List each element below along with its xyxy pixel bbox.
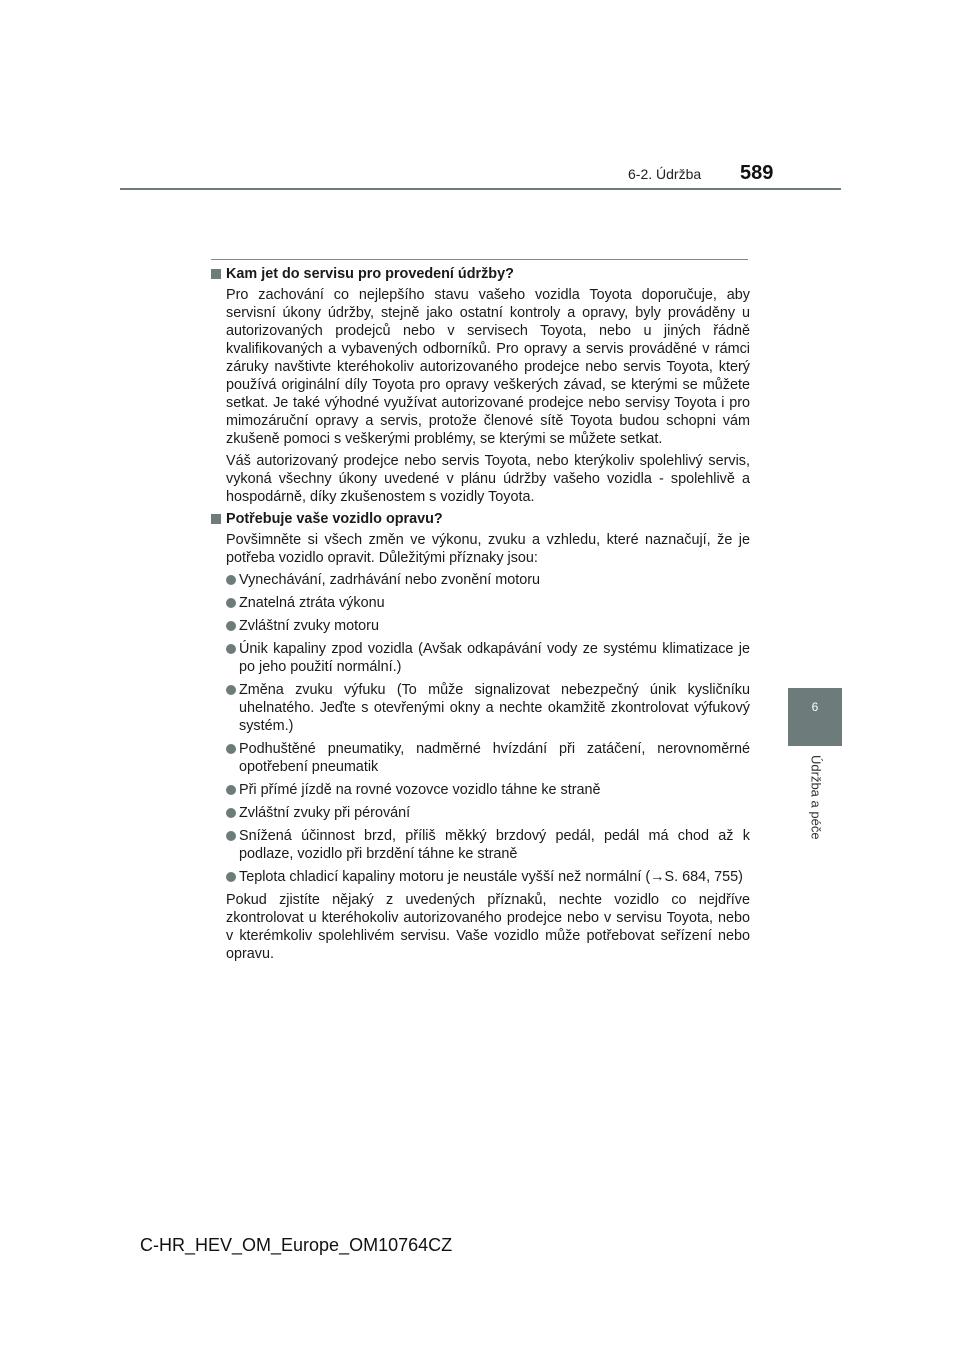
round-bullet-icon [226, 744, 236, 754]
header-divider [120, 188, 841, 190]
section-heading [210, 265, 750, 284]
section-repair-needed [210, 510, 750, 963]
list-item-text: Znatelná ztráta výkonu [239, 595, 385, 611]
page-number: 589 [740, 162, 774, 184]
round-bullet-icon [226, 831, 236, 841]
square-bullet-icon [211, 269, 221, 279]
list-item-text: Snížená účinnost brzd, příliš měkký brzdový pedál, pedál má chod až k podlaze, vozidlo při brzdění táhne ke straně [239, 828, 750, 862]
chapter-label [808, 755, 824, 855]
list-item-text: Zvláštní zvuky při pérování [239, 805, 411, 821]
paragraph: Váš autorizovaný prodejce nebo servis Toyota, nebo kterýkoliv spolehlivý servis, vykoná všechny úkony uvedené v plánu údržby vašeho vozidla - spolehlivě a hospodárně, díky zkušenostem s vozidly Toyota. [226, 453, 750, 505]
main-content [210, 265, 750, 967]
round-bullet-icon [226, 808, 236, 818]
section-heading [210, 510, 750, 529]
list-item [226, 681, 750, 735]
list-item [226, 740, 750, 776]
list-item [226, 640, 750, 676]
list-item-text: Při přímé jízdě na rovné vozovce vozidlo táhne ke straně [239, 782, 601, 798]
list-item-text: Teplota chladicí kapaliny motoru je neustále vyšší než normální (→S. 684, 755) [239, 869, 743, 885]
list-item [226, 594, 750, 612]
round-bullet-icon [226, 644, 236, 654]
list-item-text: Vynechávání, zadrhávání nebo zvonění motoru [239, 572, 541, 588]
list-item [226, 868, 750, 886]
list-item-text: Změna zvuku výfuku (To může signalizovat nebezpečný únik kysličníku uhelnatého. Jeďte s otevřenými okny a nechte okamžitě zkontrolovat výfukový systém.) [239, 682, 750, 734]
document-code: C-HR_HEV_OM_Europe_OM10764CZ [140, 1235, 453, 1255]
round-bullet-icon [226, 598, 236, 608]
chapter-number: 6 [811, 700, 819, 714]
round-bullet-icon [226, 685, 236, 695]
list-item-text: Podhuštěné pneumatiky, nadměrné hvízdání při zatáčení, nerovnoměrné opotřebení pneumatik [239, 741, 750, 775]
paragraph: Pro zachování co nejlepšího stavu vašeho vozidla Toyota doporučuje, aby servisní úkony údržby, stejně jako ostatní kontroly a opravy, byly prováděny u autorizovaných prodejců nebo v servisech Toyota, nebo u jiných řádně kvalifikovaných a vybavených odborníků. Pro opravy a servis prováděné v rámci záruky navštivte kteréhokoliv autorizovaného prodejce nebo servis Toyota, který používá originální díly Toyota pro opravy veškerých závad, se kterými se můžete setkat. Je také výhodné využívat autorizované prodejce nebo servisy Toyota i pro mimozáruční opravy a servis, protože členové sítě Toyota budou schopni vám zkušeně pomoci s veškerými problémy, se kterými se můžete setkat. [226, 287, 750, 447]
square-bullet-icon [211, 514, 221, 524]
list-item-text: Zvláštní zvuky motoru [239, 618, 379, 634]
round-bullet-icon [226, 785, 236, 795]
section-heading-text: Kam jet do servisu pro provedení údržby? [226, 266, 514, 282]
round-bullet-icon [226, 621, 236, 631]
paragraph: Pokud zjistíte nějaký z uvedených příznaků, nechte vozidlo co nejdříve zkontrolovat u kteréhokoliv autorizovaného prodejce nebo v servisu Toyota, nebo v kterémkoliv spolehlivém servisu. Vaše vozidlo může potřebovat seřízení nebo opravu. [226, 892, 750, 962]
list-item [226, 617, 750, 635]
chapter-tab [788, 688, 842, 746]
list-item [226, 781, 750, 799]
list-item [226, 571, 750, 589]
round-bullet-icon [226, 575, 236, 585]
section-title: 6-2. Údržba [628, 166, 702, 182]
content-divider [211, 259, 748, 260]
list-item [226, 804, 750, 822]
list-item-text: Únik kapaliny zpod vozidla (Avšak odkapávání vody ze systému klimatizace je po jeho použití normální.) [239, 641, 750, 675]
paragraph: Povšimněte si všech změn ve výkonu, zvuku a vzhledu, které naznačují, že je potřeba vozidlo opravit. Důležitými příznaky jsou: [226, 532, 750, 566]
section-maintenance-where [210, 265, 750, 506]
chapter-label-text: Údržba a péče [808, 755, 824, 840]
section-heading-text: Potřebuje vaše vozidlo opravu? [226, 511, 443, 527]
round-bullet-icon [226, 872, 236, 882]
list-item [226, 827, 750, 863]
